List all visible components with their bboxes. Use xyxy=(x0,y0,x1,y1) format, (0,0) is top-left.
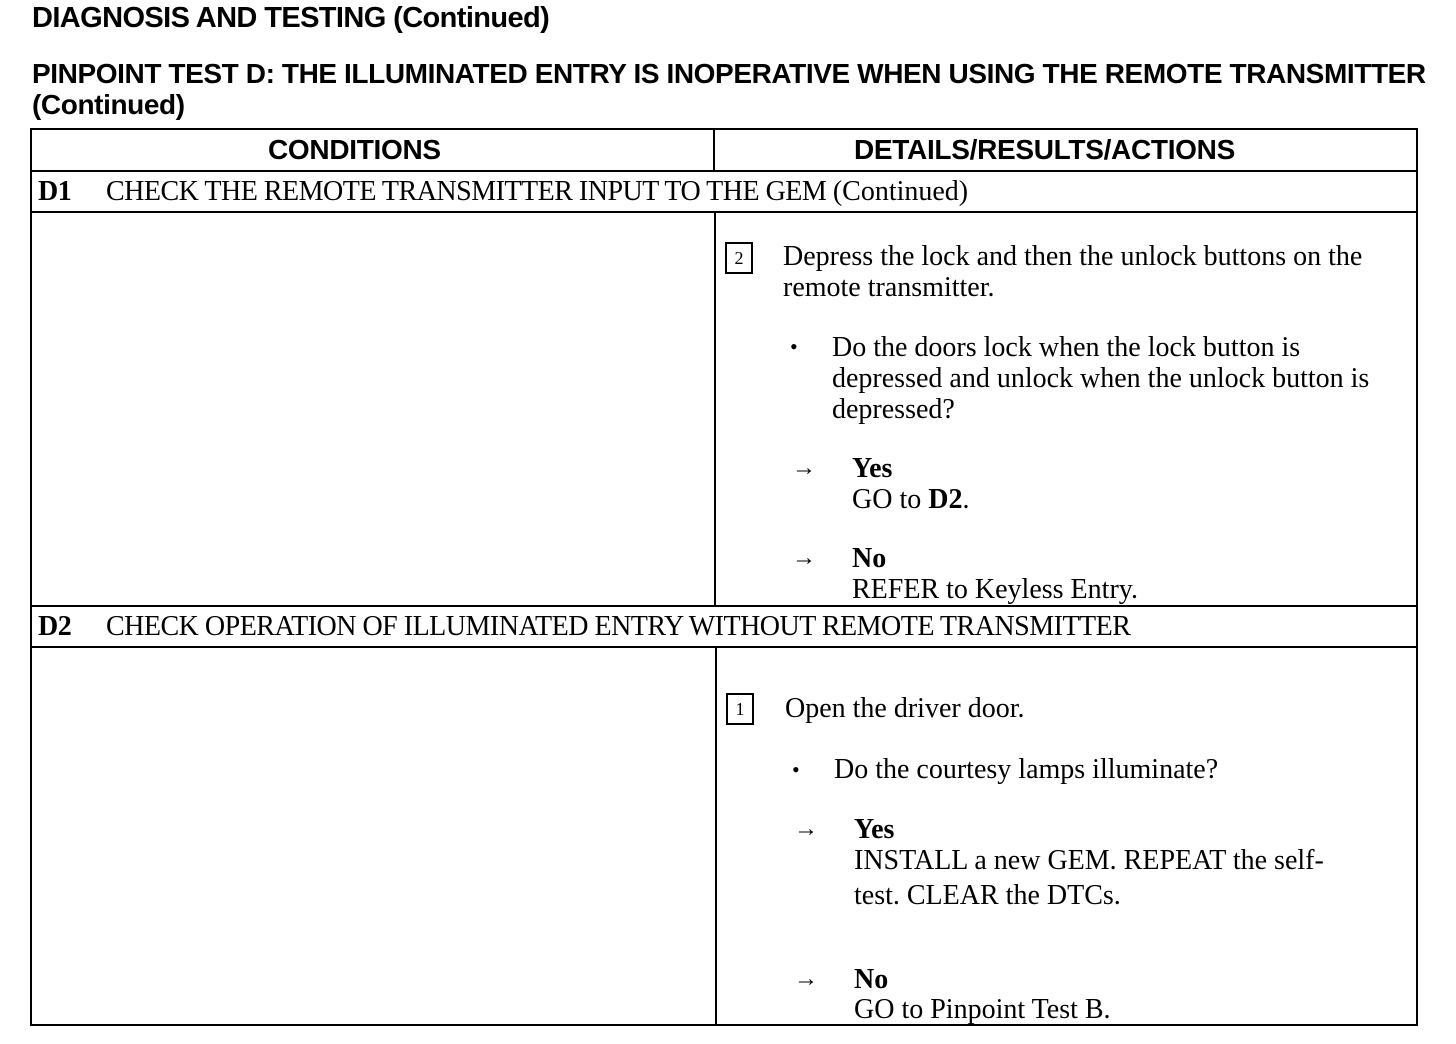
step-id: D2 xyxy=(38,611,72,642)
test-title: PINPOINT TEST D: THE ILLUMINATED ENTRY IS INOPERATIVE WHEN USING THE REMOTE TRANSMITTER (Continued) xyxy=(32,58,1426,120)
step-d2-title xyxy=(38,611,1130,643)
instruction-text: Depress the lock and then the unlock buttons on the remote transmitter. xyxy=(783,241,1363,303)
step-title: CHECK OPERATION OF ILLUMINATED ENTRY WITHOUT REMOTE TRANSMITTER xyxy=(106,611,1131,642)
question-text: Do the doors lock when the lock button is depressed and unlock when the unlock button is depressed? xyxy=(832,332,1370,425)
divider xyxy=(32,646,1416,648)
continued-label: (Continued) xyxy=(832,176,969,207)
right-arrow-icon: → xyxy=(792,455,816,481)
step-d1-title xyxy=(38,176,968,208)
no-label: No xyxy=(852,543,887,574)
pinpoint-test-table xyxy=(30,128,1418,1026)
bullet-icon: • xyxy=(790,334,798,359)
bullet-icon: • xyxy=(792,757,800,782)
no-action: REFER to Keyless Entry. xyxy=(852,574,1138,605)
yes-label: Yes xyxy=(854,814,895,845)
instruction-text: Open the driver door. xyxy=(785,693,1025,724)
column-divider xyxy=(713,130,715,170)
divider xyxy=(32,211,1416,213)
column-divider xyxy=(715,646,717,1026)
substep-number-box: 1 xyxy=(726,693,754,725)
conditions-header: CONDITIONS xyxy=(268,134,441,165)
page-title: DIAGNOSIS AND TESTING (Continued) xyxy=(32,2,550,34)
column-divider xyxy=(714,211,716,605)
step-id: D1 xyxy=(38,176,72,207)
right-arrow-icon: → xyxy=(794,966,818,992)
no-label: No xyxy=(854,964,889,995)
step-title: CHECK THE REMOTE TRANSMITTER INPUT TO THE GEM xyxy=(106,176,827,207)
substep-number-box: 2 xyxy=(725,242,753,274)
no-action: GO to Pinpoint Test B. xyxy=(854,994,1111,1025)
divider xyxy=(32,605,1416,607)
question-text: Do the courtesy lamps illuminate? xyxy=(834,754,1219,785)
yes-action: INSTALL a new GEM. REPEAT the self-test. CLEAR the DTCs. xyxy=(854,845,1324,911)
divider xyxy=(32,170,1416,172)
right-arrow-icon: → xyxy=(792,545,816,571)
details-header: DETAILS/RESULTS/ACTIONS xyxy=(854,134,1235,165)
yes-label: Yes xyxy=(852,453,893,484)
right-arrow-icon: → xyxy=(794,816,818,842)
yes-action: GO to D2. xyxy=(852,484,970,515)
